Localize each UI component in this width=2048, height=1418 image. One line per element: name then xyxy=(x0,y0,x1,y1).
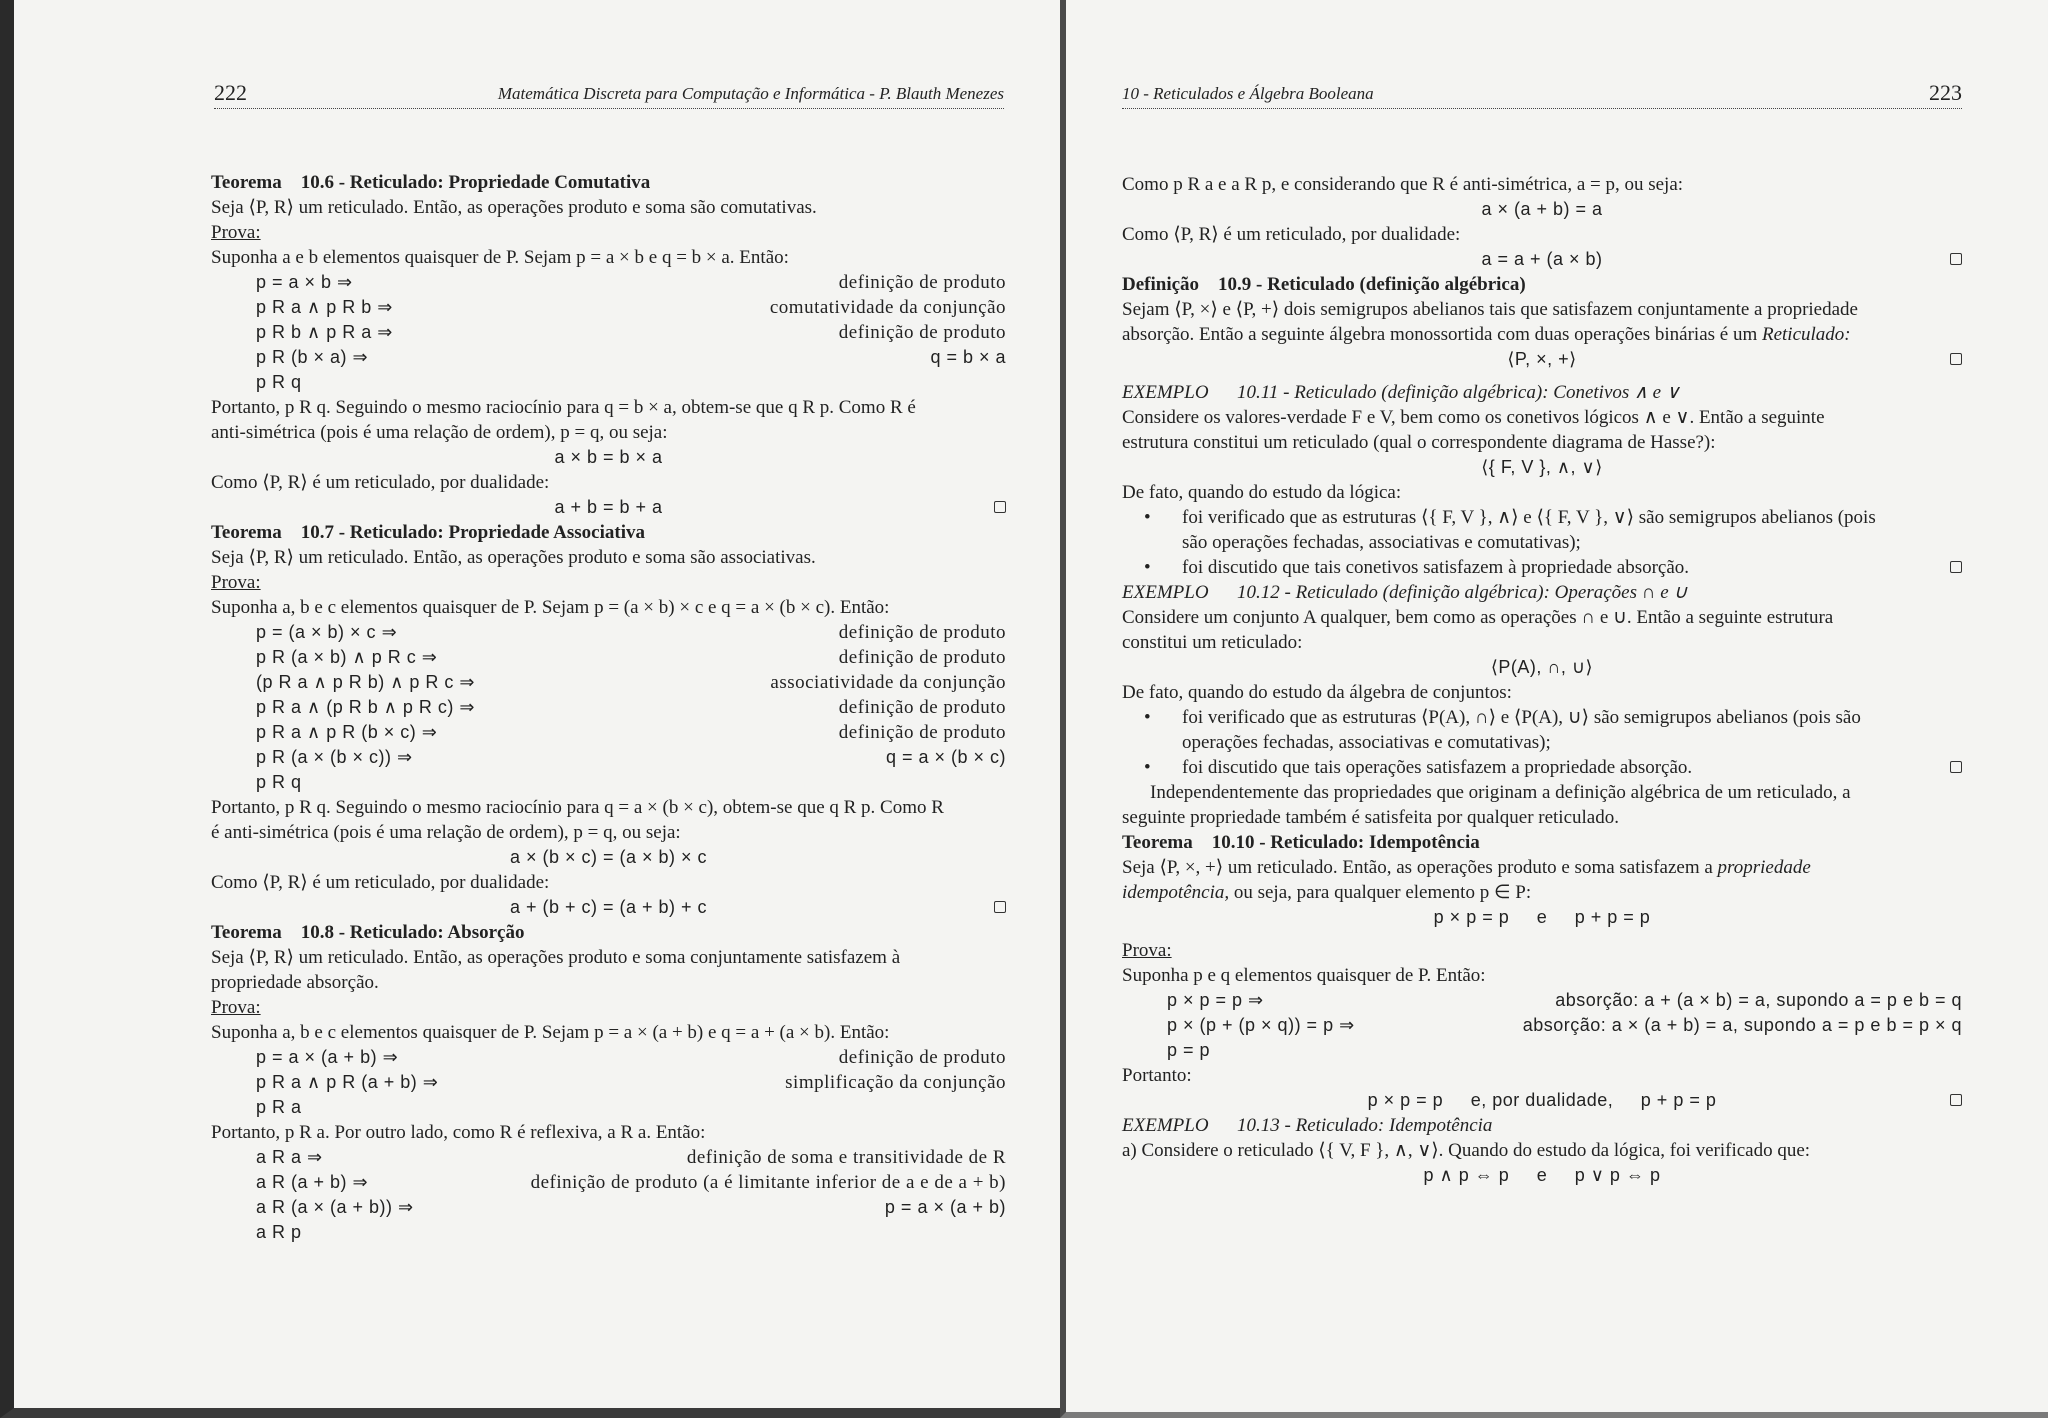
step-left: p R a ∧ (p R b ∧ p R c) ⇒ xyxy=(256,697,475,717)
step-left: p × p = p ⇒ xyxy=(1167,990,1264,1010)
paragraph: seguinte propriedade também é satisfeita por qualquer reticulado. xyxy=(1122,807,1619,828)
definition-label: Definição xyxy=(1122,274,1200,295)
qed-square-icon xyxy=(1950,561,1962,573)
paragraph: Independentemente das propriedades que originam a definição algébrica de um reticulado, a xyxy=(1150,782,1851,803)
bullet-item xyxy=(1122,505,1962,530)
theorem-title: 10.7 - Reticulado: Propriedade Associativa xyxy=(300,522,645,543)
equation: ⟨P(A), ∩, ∪⟩ xyxy=(1490,657,1594,677)
statement: Seja ⟨P, R⟩ um reticulado. Então, as operações produto e soma são comutativas. xyxy=(211,197,817,218)
definition-term: Reticulado: xyxy=(1761,324,1851,345)
step-justification: definição de soma e transitividade de R xyxy=(686,1147,1006,1168)
step-left: p × (p + (p × q)) = p ⇒ xyxy=(1167,1015,1355,1035)
example-label: EXEMPLO xyxy=(1122,382,1209,403)
conclusion: Portanto, p R a. Por outro lado, como R é reflexiva, a R a. Então: xyxy=(211,1122,706,1143)
continuation: Como p R a e a R p, e considerando que R é anti-simétrica, a = p, ou seja: xyxy=(1122,174,1684,195)
step-left: p = p xyxy=(1167,1040,1211,1060)
equation: a × b = b × a xyxy=(554,447,663,467)
step-left: p = a × (a + b) ⇒ xyxy=(256,1047,399,1067)
definition-text: absorção. Então a seguinte álgebra monossortida com duas operações binárias é um xyxy=(1122,324,1762,345)
bullet-text: foi verificado que as estruturas ⟨{ F, V }, ∧⟩ e ⟨{ F, V }, ∨⟩ são semigrupos abelianos (pois xyxy=(1182,507,1876,528)
step-left: a R a ⇒ xyxy=(256,1147,323,1167)
left-header xyxy=(214,80,1004,109)
proof-steps xyxy=(1122,988,1962,1063)
duality-note: Como ⟨P, R⟩ é um reticulado, por dualidade: xyxy=(211,472,550,493)
theorem-label: Teorema xyxy=(211,522,282,543)
step-justification: q = a × (b × c) xyxy=(885,747,1006,767)
step-left: p R (a × (b × c)) ⇒ xyxy=(256,747,413,767)
step-justification: definição de produto xyxy=(838,722,1006,743)
bullet-text: foi discutido que tais conetivos satisfazem à propriedade absorção. xyxy=(1182,557,1690,578)
conclusion: Portanto, p R q. Seguindo o mesmo raciocínio para q = a × (b × c), obtem-se que q R p. Como R xyxy=(211,797,944,818)
bullet-icon: • xyxy=(1144,507,1151,528)
proof-label: Prova: xyxy=(1122,940,1172,961)
conclusion: Portanto: xyxy=(1122,1065,1192,1086)
proof-label: Prova: xyxy=(211,997,261,1018)
equation: ⟨{ F, V }, ∧, ∨⟩ xyxy=(1481,457,1603,477)
step-justification: definição de produto xyxy=(838,272,1006,293)
step-left: a R (a + b) ⇒ xyxy=(256,1172,369,1192)
example-text: estrutura constitui um reticulado (qual o correspondente diagrama de Hasse?): xyxy=(1122,432,1716,453)
example-title: 10.12 - Reticulado (definição algébrica): Operações ∩ e ∪ xyxy=(1237,582,1688,603)
step-left: p R q xyxy=(256,772,302,792)
equation: p × p = p e, por dualidade, p + p = p xyxy=(1367,1090,1717,1110)
step-left: p R a ∧ p R (b × c) ⇒ xyxy=(256,722,438,742)
step-left: p = (a × b) × c ⇒ xyxy=(256,622,398,642)
step-justification: q = b × a xyxy=(930,347,1006,367)
step-left: p R a xyxy=(256,1097,302,1117)
example-text: Considere um conjunto A qualquer, bem como as operações ∩ e ∪. Então a seguinte estrutura xyxy=(1122,607,1834,628)
step-left: p = a × b ⇒ xyxy=(256,272,353,292)
theorem-title: 10.8 - Reticulado: Absorção xyxy=(300,922,525,943)
example-label: EXEMPLO xyxy=(1122,582,1209,603)
example-text: a) Considere o reticulado ⟨{ V, F }, ∧, ∨⟩. Quando do estudo da lógica, foi verificado que: xyxy=(1122,1140,1811,1161)
step-justification: comutatividade da conjunção xyxy=(769,297,1006,318)
statement: ou seja, para qualquer elemento p ∈ P: xyxy=(1229,882,1532,903)
step-left: p R b ∧ p R a ⇒ xyxy=(256,322,393,342)
example-text: De fato, quando do estudo da lógica: xyxy=(1122,482,1402,503)
equation: a × (a + b) = a xyxy=(1481,199,1603,219)
proof-label: Prova: xyxy=(211,222,261,243)
bullet-text: foi verificado que as estruturas ⟨P(A), ∩⟩ e ⟨P(A), ∪⟩ são semigrupos abelianos (pois são xyxy=(1182,707,1861,728)
step-justification: simplificação da conjunção xyxy=(785,1072,1006,1093)
example-label: EXEMPLO xyxy=(1122,1115,1209,1136)
equation: a + b = b + a xyxy=(554,497,663,517)
qed-square-icon xyxy=(1950,253,1962,265)
statement: Seja ⟨P, R⟩ um reticulado. Então, as operações produto e soma são associativas. xyxy=(211,547,816,568)
equation: ⟨P, ×, +⟩ xyxy=(1507,349,1577,369)
theorem-label: Teorema xyxy=(211,172,282,193)
bullet-text: são operações fechadas, associativas e comutativas); xyxy=(1182,532,1581,553)
step-left: a R p xyxy=(256,1222,302,1242)
equation: p × p = p e p + p = p xyxy=(1433,907,1651,927)
example-text: De fato, quando do estudo da álgebra de conjuntos: xyxy=(1122,682,1512,703)
step-left: p R q xyxy=(256,372,302,392)
bullet-text: operações fechadas, associativas e comutativas); xyxy=(1182,732,1551,753)
step-left: a R (a × (a + b)) ⇒ xyxy=(256,1197,414,1217)
supposition: Suponha a, b e c elementos quaisquer de P. Sejam p = (a × b) × c e q = a × (b × c). Então: xyxy=(211,597,890,618)
bullet-icon: • xyxy=(1144,757,1151,778)
statement-term: propriedade xyxy=(1717,857,1811,878)
proof-steps xyxy=(211,270,1006,395)
statement: Seja ⟨P, ×, +⟩ um reticulado. Então, as operações produto e soma satisfazem a xyxy=(1122,857,1718,878)
step-left: p R (b × a) ⇒ xyxy=(256,347,369,367)
proof-steps xyxy=(211,1045,1006,1120)
step-justification: absorção: a × (a + b) = a, supondo a = p e b = p × q xyxy=(1522,1015,1962,1035)
example-title: 10.13 - Reticulado: Idempotência xyxy=(1237,1115,1493,1136)
conclusion: anti-simétrica (pois é uma relação de ordem), p = q, ou seja: xyxy=(211,422,668,443)
supposition: Suponha a e b elementos quaisquer de P. Sejam p = a × b e q = b × a. Então: xyxy=(211,247,789,268)
conclusion: Portanto, p R q. Seguindo o mesmo raciocínio para q = b × a, obtem-se que q R p. Como R é xyxy=(211,397,916,418)
step-left: (p R a ∧ p R b) ∧ p R c ⇒ xyxy=(256,672,475,692)
equation: p ∧ p ⇔ p e p ∨ p ⇔ p xyxy=(1423,1165,1661,1185)
theorem-title: 10.6 - Reticulado: Propriedade Comutativa xyxy=(300,172,651,193)
qed-square-icon xyxy=(1950,761,1962,773)
theorem-label: Teorema xyxy=(211,922,282,943)
proof-steps xyxy=(211,1145,1006,1245)
theorem-label: Teorema xyxy=(1122,832,1193,853)
step-justification: associatividade da conjunção xyxy=(770,672,1006,693)
step-left: p R a ∧ p R (a + b) ⇒ xyxy=(256,1072,439,1092)
bullet-item xyxy=(1122,755,1962,780)
step-justification: definição de produto xyxy=(838,1047,1006,1068)
conclusion: é anti-simétrica (pois é uma relação de ordem), p = q, ou seja: xyxy=(211,822,681,843)
statement: Seja ⟨P, R⟩ um reticulado. Então, as operações produto e soma conjuntamente satisfazem à xyxy=(211,947,901,968)
proof-label: Prova: xyxy=(211,572,261,593)
equation: a = a + (a × b) xyxy=(1481,249,1603,269)
step-left: p R a ∧ p R b ⇒ xyxy=(256,297,393,317)
equation: a × (b × c) = (a × b) × c xyxy=(509,847,708,867)
equation: a + (b + c) = (a + b) + c xyxy=(509,897,708,917)
duality-note: Como ⟨P, R⟩ é um reticulado, por dualidade: xyxy=(211,872,550,893)
bullet-icon: • xyxy=(1144,557,1151,578)
theorem-title: 10.10 - Reticulado: Idempotência xyxy=(1211,832,1480,853)
running-title-left: Matemática Discreta para Computação e Informática - P. Blauth Menezes xyxy=(497,84,1004,103)
step-justification: definição de produto xyxy=(838,697,1006,718)
example-title: 10.11 - Reticulado (definição algébrica): Conetivos ∧ e ∨ xyxy=(1237,382,1680,403)
page-number-right: 223 xyxy=(1929,80,1962,105)
definition-title: 10.9 - Reticulado (definição algébrica) xyxy=(1218,274,1526,295)
bullet-item xyxy=(1122,705,1962,730)
qed-square-icon xyxy=(994,501,1006,513)
right-page xyxy=(1060,0,2048,1418)
bullet-item xyxy=(1122,555,1962,580)
bullet-icon: • xyxy=(1144,707,1151,728)
step-justification: definição de produto xyxy=(838,647,1006,668)
bullet-text: foi discutido que tais operações satisfazem a propriedade absorção. xyxy=(1182,757,1693,778)
right-body xyxy=(1122,172,1962,1188)
example-text: constitui um reticulado: xyxy=(1122,632,1303,653)
step-left: p R (a × b) ∧ p R c ⇒ xyxy=(256,647,438,667)
example-text: Considere os valores-verdade F e V, bem como os conetivos lógicos ∧ e ∨. Então a seguinte xyxy=(1122,407,1825,428)
right-header xyxy=(1122,80,1962,109)
supposition: Suponha a, b e c elementos quaisquer de P. Sejam p = a × (a + b) e q = a + (a × b). Então: xyxy=(211,1022,890,1043)
statement-term: idempotência, xyxy=(1122,882,1230,903)
proof-steps xyxy=(211,620,1006,795)
qed-square-icon xyxy=(1950,353,1962,365)
left-body xyxy=(211,170,1006,1245)
step-justification: definição de produto xyxy=(838,322,1006,343)
step-justification: definição de produto xyxy=(838,622,1006,643)
supposition: Suponha p e q elementos quaisquer de P. Então: xyxy=(1122,965,1486,986)
page-number-left: 222 xyxy=(214,80,247,105)
running-title-right: 10 - Reticulados e Álgebra Booleana xyxy=(1122,84,1374,103)
statement: propriedade absorção. xyxy=(211,972,379,993)
duality-note: Como ⟨P, R⟩ é um reticulado, por dualidade: xyxy=(1122,224,1461,245)
step-justification: p = a × (a + b) xyxy=(884,1197,1006,1217)
definition-text: Sejam ⟨P, ×⟩ e ⟨P, +⟩ dois semigrupos abelianos tais que satisfazem conjuntamente a propriedade xyxy=(1122,299,1858,320)
qed-square-icon xyxy=(1950,1094,1962,1106)
qed-square-icon xyxy=(994,901,1006,913)
step-justification: definição de produto (a é limitante inferior de a e de a + b) xyxy=(530,1172,1006,1193)
step-justification: absorção: a + (a × b) = a, supondo a = p e b = q xyxy=(1555,990,1962,1010)
